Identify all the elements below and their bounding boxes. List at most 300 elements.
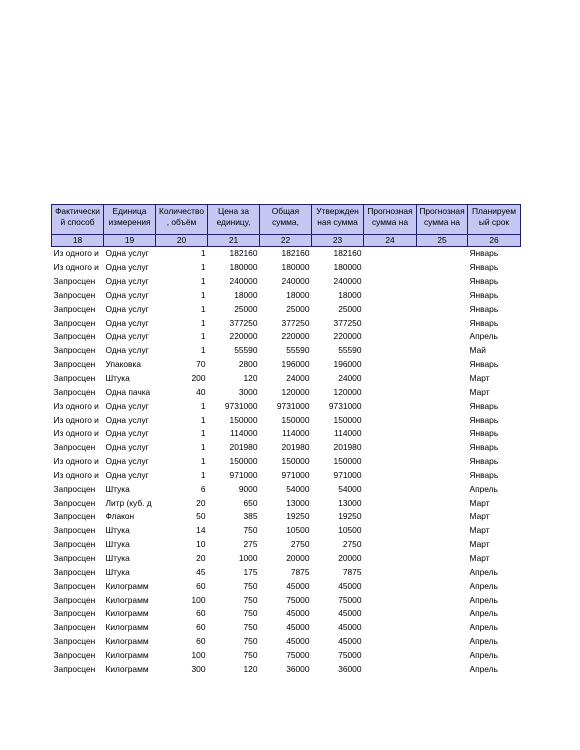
unit-cell: Одна услуг [105, 469, 149, 480]
unit-price-cell: 150000 [229, 414, 258, 425]
forecast-sum-2-cell [417, 565, 468, 579]
quantity-cell: 1 [200, 289, 206, 300]
planned-date-cell: Апрель [469, 566, 498, 577]
unit-cell: Одна услуг [105, 303, 149, 314]
forecast-sum-2-cell [417, 275, 468, 289]
planned-date-cell: Март [469, 373, 490, 384]
forecast-sum-1-cell [364, 469, 417, 483]
header-row [52, 205, 521, 235]
method-cell: Из одного и [53, 400, 99, 411]
forecast-sum-2-cell [417, 330, 468, 344]
unit-price-cell: 750 [243, 594, 258, 605]
column-number: 25 [417, 235, 468, 247]
approved-sum-cell: 196000 [333, 359, 362, 370]
unit-cell: Штука [105, 566, 130, 577]
method-cell: Запросцен [53, 345, 96, 356]
planned-date-cell: Апрель [469, 594, 498, 605]
quantity-cell: 60 [196, 636, 206, 647]
unit-cell: Одна услуг [105, 248, 149, 259]
forecast-sum-2-cell [417, 427, 468, 441]
approved-sum-cell: 45000 [338, 580, 362, 591]
column-number: 24 [364, 235, 417, 247]
unit-price-cell: 750 [243, 580, 258, 591]
method-cell: Запросцен [53, 276, 96, 287]
unit-price-cell: 182160 [229, 248, 258, 259]
approved-sum-cell: 182160 [333, 248, 362, 259]
total-sum-cell: 120000 [281, 386, 310, 397]
method-cell: Из одного и [53, 414, 99, 425]
forecast-sum-1-cell [364, 441, 417, 455]
unit-price-cell: 9000 [238, 483, 258, 494]
quantity-cell: 60 [196, 608, 206, 619]
unit-price-cell: 201980 [229, 442, 258, 453]
table-row [52, 635, 521, 649]
quantity-cell: 50 [196, 511, 206, 522]
forecast-sum-2-cell [417, 316, 468, 330]
table-row [52, 524, 521, 538]
method-cell: Запросцен [53, 511, 96, 522]
quantity-cell: 1 [200, 345, 206, 356]
total-sum-cell: 201980 [281, 442, 310, 453]
method-cell: Запросцен [53, 331, 96, 342]
forecast-sum-1-cell [364, 455, 417, 469]
total-sum-cell: 150000 [281, 414, 310, 425]
unit-price-cell: 750 [243, 622, 258, 633]
total-sum-cell: 75000 [286, 594, 310, 605]
planned-date-cell: Январь [469, 248, 499, 259]
total-sum-cell: 971000 [281, 469, 310, 480]
method-cell: Из одного и [53, 248, 99, 259]
column-number: 21 [208, 235, 260, 247]
unit-price-cell: 3000 [238, 386, 258, 397]
unit-price-cell: 120 [243, 373, 258, 384]
quantity-cell: 200 [191, 373, 206, 384]
planned-date-cell: Январь [469, 359, 499, 370]
table-row [52, 593, 521, 607]
unit-price-cell: 9731000 [224, 400, 258, 411]
quantity-cell: 1 [200, 456, 206, 467]
forecast-sum-2-cell [417, 607, 468, 621]
planned-date-cell: Январь [469, 414, 499, 425]
unit-price-cell: 1000 [238, 552, 258, 563]
forecast-sum-1-cell [364, 607, 417, 621]
forecast-sum-1-cell [364, 358, 417, 372]
column-number-row [52, 235, 521, 247]
method-cell: Запросцен [53, 552, 96, 563]
quantity-cell: 14 [196, 525, 206, 536]
unit-cell: Килограмм [105, 608, 149, 619]
column-number: 23 [312, 235, 364, 247]
forecast-sum-1-cell [364, 524, 417, 538]
approved-sum-cell: 180000 [333, 262, 362, 273]
planned-date-cell: Апрель [469, 483, 498, 494]
unit-price-cell: 385 [243, 511, 258, 522]
table-body [52, 247, 521, 677]
total-sum-cell: 19250 [286, 511, 310, 522]
approved-sum-cell: 2750 [342, 539, 362, 550]
forecast-sum-1-cell [364, 427, 417, 441]
table-row [52, 607, 521, 621]
table-row [52, 579, 521, 593]
total-sum-cell: 55590 [286, 345, 310, 356]
unit-price-cell: 55590 [234, 345, 258, 356]
forecast-sum-1-cell [364, 385, 417, 399]
forecast-sum-2-cell [417, 261, 468, 275]
forecast-sum-1-cell [364, 565, 417, 579]
forecast-sum-1-cell [364, 552, 417, 566]
forecast-sum-2-cell [417, 482, 468, 496]
method-cell: Запросцен [53, 483, 96, 494]
total-sum-cell: 114000 [282, 428, 310, 439]
unit-price-cell: 180000 [229, 262, 258, 273]
unit-cell: Флакон [105, 511, 135, 522]
quantity-cell: 1 [200, 262, 206, 273]
table-row [52, 302, 521, 316]
forecast-sum-2-cell [417, 552, 468, 566]
forecast-sum-2-cell [417, 648, 468, 662]
unit-cell: Одна услуг [105, 442, 149, 453]
forecast-sum-1-cell [364, 344, 417, 358]
method-cell: Запросцен [53, 303, 96, 314]
column-number: 18 [52, 235, 104, 247]
table-row [52, 648, 521, 662]
forecast-sum-2-cell [417, 635, 468, 649]
forecast-sum-1-cell [364, 372, 417, 386]
planned-date-cell: Январь [469, 276, 499, 287]
table-row [52, 247, 521, 261]
table-row [52, 289, 521, 303]
quantity-cell: 100 [191, 594, 206, 605]
planned-date-cell: Апрель [469, 622, 498, 633]
method-cell: Запросцен [53, 636, 96, 647]
quantity-cell: 1 [200, 276, 206, 287]
planned-date-cell: Январь [469, 317, 499, 328]
forecast-sum-1-cell [364, 482, 417, 496]
planned-date-cell: Январь [469, 289, 499, 300]
header-planned-date: Планируем ый срок [468, 205, 521, 235]
forecast-sum-1-cell [364, 289, 417, 303]
quantity-cell: 1 [200, 248, 206, 259]
unit-cell: Одна услуг [105, 345, 149, 356]
total-sum-cell: 10500 [286, 525, 310, 536]
unit-price-cell: 2800 [238, 359, 258, 370]
table-row [52, 261, 521, 275]
forecast-sum-2-cell [417, 455, 468, 469]
unit-price-cell: 750 [243, 636, 258, 647]
unit-cell: Килограмм [105, 663, 149, 674]
forecast-sum-1-cell [364, 302, 417, 316]
table-row [52, 358, 521, 372]
forecast-sum-1-cell [364, 510, 417, 524]
forecast-sum-2-cell [417, 385, 468, 399]
total-sum-cell: 240000 [281, 276, 310, 287]
approved-sum-cell: 36000 [338, 663, 362, 674]
method-cell: Из одного и [53, 262, 99, 273]
quantity-cell: 1 [200, 331, 206, 342]
total-sum-cell: 196000 [281, 359, 310, 370]
forecast-sum-1-cell [364, 261, 417, 275]
approved-sum-cell: 55590 [338, 345, 362, 356]
unit-price-cell: 240000 [229, 276, 258, 287]
unit-cell: Одна услуг [105, 262, 149, 273]
method-cell: Из одного и [53, 456, 99, 467]
unit-cell: Килограмм [105, 594, 149, 605]
planned-date-cell: Апрель [469, 608, 498, 619]
quantity-cell: 60 [196, 622, 206, 633]
total-sum-cell: 54000 [286, 483, 310, 494]
method-cell: Запросцен [53, 442, 96, 453]
unit-cell: Одна услуг [105, 456, 149, 467]
approved-sum-cell: 20000 [338, 552, 362, 563]
header-forecast-sum-1: Прогнозная сумма на [364, 205, 417, 235]
column-number: 26 [468, 235, 521, 247]
unit-price-cell: 275 [243, 539, 258, 550]
planned-date-cell: Март [469, 552, 490, 563]
quantity-cell: 20 [196, 552, 206, 563]
forecast-sum-1-cell [364, 496, 417, 510]
quantity-cell: 10 [196, 539, 206, 550]
approved-sum-cell: 201980 [333, 442, 362, 453]
total-sum-cell: 18000 [286, 289, 310, 300]
approved-sum-cell: 150000 [333, 456, 362, 467]
method-cell: Запросцен [53, 594, 96, 605]
approved-sum-cell: 45000 [338, 622, 362, 633]
quantity-cell: 1 [200, 469, 206, 480]
table-row [52, 372, 521, 386]
unit-cell: Килограмм [105, 580, 149, 591]
table-row [52, 385, 521, 399]
forecast-sum-1-cell [364, 316, 417, 330]
approved-sum-cell: 25000 [338, 303, 362, 314]
approved-sum-cell: 18000 [338, 289, 362, 300]
table-row [52, 441, 521, 455]
procurement-table [51, 204, 521, 676]
forecast-sum-1-cell [364, 399, 417, 413]
unit-cell: Штука [105, 539, 130, 550]
forecast-sum-1-cell [364, 413, 417, 427]
quantity-cell: 100 [191, 649, 206, 660]
quantity-cell: 70 [196, 359, 206, 370]
unit-price-cell: 120 [243, 663, 258, 674]
planned-date-cell: Апрель [469, 636, 498, 647]
unit-price-cell: 750 [243, 608, 258, 619]
planned-date-cell: Май [469, 345, 486, 356]
planned-date-cell: Апрель [469, 580, 498, 591]
unit-cell: Штука [105, 552, 130, 563]
table-row [52, 510, 521, 524]
header-quantity: Количество , объём [156, 205, 208, 235]
forecast-sum-2-cell [417, 399, 468, 413]
forecast-sum-2-cell [417, 662, 468, 676]
forecast-sum-2-cell [417, 372, 468, 386]
planned-date-cell: Март [469, 525, 490, 536]
unit-price-cell: 750 [243, 649, 258, 660]
quantity-cell: 1 [200, 428, 206, 439]
total-sum-cell: 45000 [286, 580, 310, 591]
approved-sum-cell: 971000 [333, 469, 362, 480]
forecast-sum-1-cell [364, 648, 417, 662]
unit-price-cell: 971000 [229, 469, 258, 480]
unit-cell: Одна услуг [105, 331, 149, 342]
planned-date-cell: Январь [469, 262, 499, 273]
forecast-sum-2-cell [417, 441, 468, 455]
forecast-sum-1-cell [364, 247, 417, 261]
planned-date-cell: Январь [469, 469, 499, 480]
unit-price-cell: 750 [243, 525, 258, 536]
forecast-sum-2-cell [417, 621, 468, 635]
planned-date-cell: Март [469, 386, 490, 397]
table-row [52, 344, 521, 358]
quantity-cell: 1 [200, 400, 206, 411]
planned-date-cell: Январь [469, 442, 499, 453]
total-sum-cell: 36000 [286, 663, 310, 674]
total-sum-cell: 45000 [286, 622, 310, 633]
method-cell: Запросцен [53, 317, 96, 328]
planned-date-cell: Апрель [469, 663, 498, 674]
forecast-sum-1-cell [364, 275, 417, 289]
forecast-sum-2-cell [417, 524, 468, 538]
header-total-sum: Общая сумма, [260, 205, 312, 235]
unit-cell: Штука [105, 525, 130, 536]
approved-sum-cell: 24000 [338, 373, 362, 384]
unit-price-cell: 25000 [234, 303, 258, 314]
forecast-sum-2-cell [417, 579, 468, 593]
method-cell: Запросцен [53, 566, 96, 577]
method-cell: Запросцен [53, 289, 96, 300]
planned-date-cell: Апрель [469, 331, 498, 342]
table-row [52, 482, 521, 496]
table-row [52, 427, 521, 441]
header-unit-price: Цена за единицу, [208, 205, 260, 235]
method-cell: Запросцен [53, 539, 96, 550]
quantity-cell: 20 [196, 497, 206, 508]
total-sum-cell: 9731000 [276, 400, 310, 411]
forecast-sum-1-cell [364, 662, 417, 676]
forecast-sum-1-cell [364, 635, 417, 649]
approved-sum-cell: 45000 [338, 608, 362, 619]
forecast-sum-2-cell [417, 247, 468, 261]
header-method: Фактически й способ [52, 205, 104, 235]
unit-price-cell: 220000 [229, 331, 258, 342]
approved-sum-cell: 377250 [333, 317, 362, 328]
total-sum-cell: 220000 [281, 331, 310, 342]
unit-cell: Одна услуг [105, 289, 149, 300]
method-cell: Запросцен [53, 663, 96, 674]
quantity-cell: 300 [191, 663, 206, 674]
total-sum-cell: 20000 [286, 552, 310, 563]
total-sum-cell: 13000 [286, 497, 310, 508]
forecast-sum-2-cell [417, 413, 468, 427]
unit-cell: Одна услуг [105, 317, 149, 328]
approved-sum-cell: 75000 [338, 649, 362, 660]
table-row [52, 399, 521, 413]
planned-date-cell: Январь [469, 400, 499, 411]
table-row [52, 621, 521, 635]
unit-cell: Упаковка [105, 359, 142, 370]
unit-cell: Одна услуг [105, 428, 149, 439]
method-cell: Запросцен [53, 525, 96, 536]
column-number: 22 [260, 235, 312, 247]
column-number: 20 [156, 235, 208, 247]
total-sum-cell: 45000 [286, 636, 310, 647]
unit-cell: Одна услуг [105, 400, 149, 411]
method-cell: Запросцен [53, 608, 96, 619]
table-row [52, 455, 521, 469]
unit-price-cell: 150000 [229, 456, 258, 467]
total-sum-cell: 25000 [286, 303, 310, 314]
planned-date-cell: Март [469, 497, 490, 508]
total-sum-cell: 150000 [281, 456, 310, 467]
total-sum-cell: 24000 [286, 373, 310, 384]
method-cell: Запросцен [53, 386, 96, 397]
unit-cell: Килограмм [105, 649, 149, 660]
quantity-cell: 60 [196, 580, 206, 591]
planned-date-cell: Январь [469, 303, 499, 314]
total-sum-cell: 45000 [286, 608, 310, 619]
planned-date-cell: Январь [469, 428, 499, 439]
total-sum-cell: 75000 [286, 649, 310, 660]
method-cell: Запросцен [53, 622, 96, 633]
planned-date-cell: Апрель [469, 649, 498, 660]
approved-sum-cell: 114000 [334, 428, 362, 439]
forecast-sum-1-cell [364, 330, 417, 344]
method-cell: Запросцен [53, 580, 96, 591]
approved-sum-cell: 240000 [333, 276, 362, 287]
forecast-sum-2-cell [417, 538, 468, 552]
forecast-sum-1-cell [364, 593, 417, 607]
quantity-cell: 1 [200, 317, 206, 328]
unit-cell: Одна услуг [105, 414, 149, 425]
unit-cell: Килограмм [105, 636, 149, 647]
approved-sum-cell: 120000 [333, 386, 362, 397]
method-cell: Запросцен [53, 649, 96, 660]
planned-date-cell: Март [469, 539, 490, 550]
quantity-cell: 45 [196, 566, 206, 577]
total-sum-cell: 182160 [281, 248, 310, 259]
planned-date-cell: Январь [469, 456, 499, 467]
unit-price-cell: 377250 [229, 317, 258, 328]
table-row [52, 330, 521, 344]
unit-price-cell: 18000 [234, 289, 258, 300]
approved-sum-cell: 7875 [342, 566, 362, 577]
quantity-cell: 6 [200, 483, 206, 494]
table-row [52, 316, 521, 330]
table-row [52, 496, 521, 510]
forecast-sum-1-cell [364, 538, 417, 552]
table-row [52, 469, 521, 483]
forecast-sum-1-cell [364, 579, 417, 593]
table-row [52, 565, 521, 579]
table-row [52, 413, 521, 427]
forecast-sum-2-cell [417, 593, 468, 607]
method-cell: Запросцен [53, 359, 96, 370]
unit-cell: Штука [105, 483, 130, 494]
unit-price-cell: 650 [243, 497, 258, 508]
method-cell: Запросцен [53, 373, 96, 384]
total-sum-cell: 2750 [290, 539, 310, 550]
forecast-sum-2-cell [417, 344, 468, 358]
quantity-cell: 1 [200, 303, 206, 314]
forecast-sum-2-cell [417, 469, 468, 483]
column-number: 19 [104, 235, 156, 247]
approved-sum-cell: 13000 [338, 497, 362, 508]
table-row [52, 538, 521, 552]
total-sum-cell: 377250 [281, 317, 310, 328]
unit-cell: Одна услуг [105, 276, 149, 287]
table-row [52, 552, 521, 566]
header-forecast-sum-2: Прогнозная сумма на [417, 205, 468, 235]
unit-cell: Килограмм [105, 622, 149, 633]
